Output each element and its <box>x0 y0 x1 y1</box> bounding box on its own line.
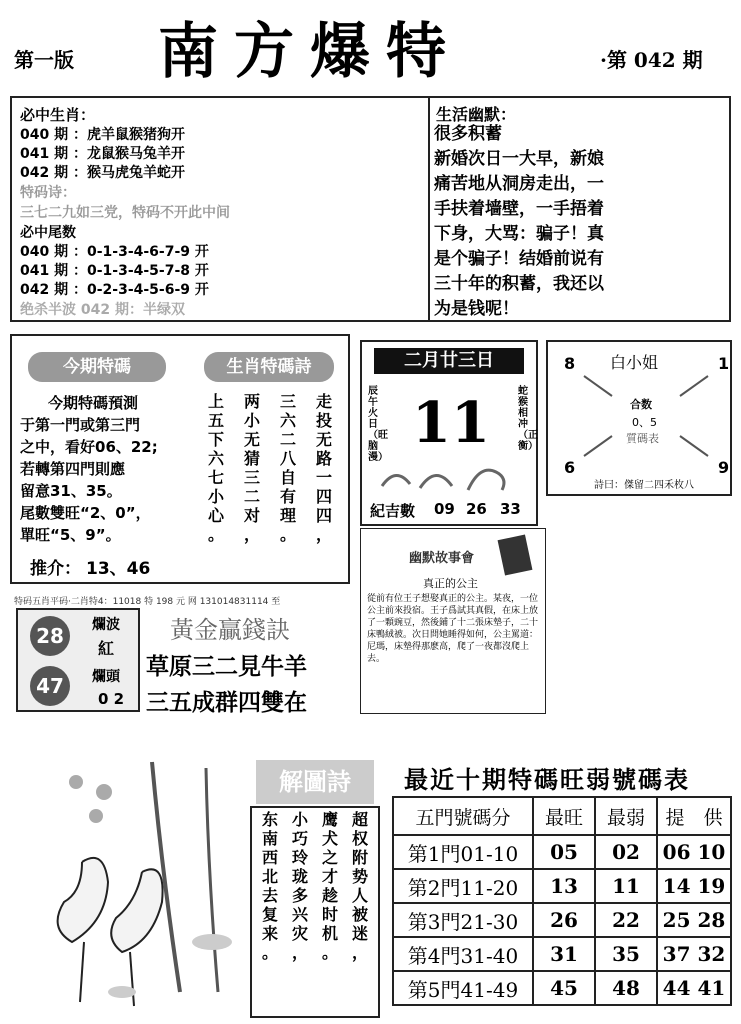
min-cell: 11 <box>595 869 657 903</box>
jietu-title: 解圖詩 <box>256 760 374 804</box>
offer-cell: 14 19 <box>657 869 731 903</box>
min-cell: 35 <box>595 937 657 971</box>
table-header: 五門號碼分 <box>393 797 533 835</box>
max-cell: 05 <box>533 835 595 869</box>
book-icon <box>498 534 533 575</box>
table-header: 最弱 <box>595 797 657 835</box>
gold-ball-1: 28 <box>30 616 70 656</box>
poem-heading: 特码诗： <box>20 185 76 201</box>
gate-cell: 第3門21-30 <box>393 903 533 937</box>
tuijie-label: 推介： <box>30 559 81 579</box>
offer-cell: 25 28 <box>657 903 731 937</box>
joke-line: 很多积蓄 <box>434 124 502 144</box>
poem-column: 两 小 无 猜 三 二 对 ， <box>244 392 261 544</box>
lucky-number: 26 <box>466 500 487 518</box>
gold-ball-2: 47 <box>30 666 70 706</box>
joke-line: 手扶着墙壁，一手捂着 <box>434 199 604 219</box>
offer-cell: 44 41 <box>657 971 731 1005</box>
tema-line: 于第一門或第三門 <box>20 416 141 434</box>
calendar-left-note: 辰午火日（旺脑漫） <box>368 386 388 463</box>
gold-title: 黃金贏錢訣 <box>170 616 290 644</box>
xiaojie-panel <box>546 340 732 496</box>
max-cell: 45 <box>533 971 595 1005</box>
jietu-poem-area <box>250 806 380 1018</box>
story-panel <box>360 528 546 714</box>
table-row <box>393 869 731 903</box>
story-title: 幽默故事會 <box>409 551 475 566</box>
poem-column: 小 巧 玲 珑 多 兴 灾 ， <box>292 810 309 962</box>
numbers-table <box>392 796 732 1006</box>
lucky-number: 33 <box>500 500 521 518</box>
table-header: 提 供 <box>657 797 731 835</box>
gold-value-1: 紅 <box>98 639 115 658</box>
heshu-value: 0、5 <box>632 416 657 429</box>
table-row <box>393 835 731 869</box>
table-row <box>393 937 731 971</box>
story-subtitle: 真正的公主 <box>423 577 478 590</box>
page-title: 南方爆特 <box>158 17 462 87</box>
shengxiao-poem-area <box>196 392 346 582</box>
story-text: 從前有位王子想娶真正的公主。某夜，一位公主前來投宿。王子爲試其真假，在床上放了一顆豌豆，然後鋪了十二張床墊子，二十床鴨絨被。次日問她睡得如何，公主罵道：尼瑪，床墊得那麽高，爬了一夜都沒爬上去。 <box>367 594 539 664</box>
tail-line: 041 期 ：0-1-3-4-5-7-8 开 <box>20 263 209 279</box>
predict-panel <box>10 96 430 322</box>
tema-panel <box>10 334 350 584</box>
zodiac-line: 041 期 ：龙鼠猴马兔羊开 <box>20 146 185 162</box>
joke-heading: 生活幽默： <box>436 105 517 124</box>
min-cell: 22 <box>595 903 657 937</box>
cranes-illustration <box>12 752 248 1018</box>
calendar-date: 二月廿三日 <box>374 348 524 374</box>
calendar-panel <box>360 340 538 526</box>
joke-line: 为是钱呢！ <box>434 299 519 319</box>
gold-strip: 特码五肖平码·二肖特4：11018 特 198 元 网 131014831114 至 <box>14 597 281 607</box>
table-row <box>393 903 731 937</box>
gold-label-1: 爛波 <box>92 617 120 633</box>
max-cell: 26 <box>533 903 595 937</box>
zodiac-line: 040 期 ：虎羊鼠猴猪狗开 <box>20 127 185 143</box>
tema-text <box>20 392 192 546</box>
lucky-number: 09 <box>434 500 455 518</box>
tema-line: 留意31、35。 <box>20 482 122 500</box>
joke-text <box>434 122 726 322</box>
min-cell: 02 <box>595 835 657 869</box>
corner-number: 8 <box>564 354 576 373</box>
shengxiao-tab: 生肖特碼詩 <box>204 352 334 382</box>
poem-column: 三 六 二 八 自 有 理 。 <box>280 392 297 544</box>
gate-cell: 第2門11-20 <box>393 869 533 903</box>
joke-line: 新婚次日一大早，新娘 <box>434 149 604 169</box>
table-title: 最近十期特碼旺弱號碼表 <box>404 765 690 794</box>
gold-ball-panel <box>16 608 140 712</box>
joke-line: 三十年的积蓄，我还以 <box>434 274 604 294</box>
poem-column: 走 投 无 路 一 四 四 ， <box>316 392 333 544</box>
calendar-right-note: 蛇猴相冲（正衡） <box>518 386 538 452</box>
tail-line: 040 期 ：0-1-3-4-6-7-9 开 <box>20 244 209 260</box>
heshu-label: 合数 <box>630 398 652 411</box>
gate-cell: 第1門01-10 <box>393 835 533 869</box>
joke-line: 是个骗子！结婚前说有 <box>434 249 604 269</box>
poem-column: 东 南 西 北 去 复 来 。 <box>262 810 279 962</box>
gate-cell: 第5門41-49 <box>393 971 533 1005</box>
tema-line: 單旺“5、9”。 <box>20 526 121 544</box>
table-header-row <box>393 797 731 835</box>
offer-cell: 06 10 <box>657 835 731 869</box>
corner-number: 6 <box>564 458 576 477</box>
tema-tab: 今期特碼 <box>28 352 166 382</box>
zodiac-animals-icon <box>376 460 526 494</box>
edition-label: 第一版 <box>14 48 74 72</box>
tema-line: 若轉第四門則應 <box>20 460 126 478</box>
joke-line: 痛苦地从洞房走出，一 <box>434 174 604 194</box>
poem-line: 三七二九如三党，特码不开此中间 <box>20 205 230 221</box>
joke-panel <box>430 96 731 322</box>
zodiac-line: 042 期 ：猴马虎兔羊蛇开 <box>20 165 185 181</box>
heshu-note: 質碼表 <box>626 432 659 445</box>
gold-value-2: 0 2 <box>98 690 125 708</box>
joke-line: 下身，大骂：骗子！真 <box>434 224 604 244</box>
table-row <box>393 971 731 1005</box>
max-cell: 31 <box>533 937 595 971</box>
gold-line-1: 草原三二見牛羊 <box>146 654 307 680</box>
predict-heading: 必中生肖： <box>20 106 96 124</box>
issue-number: ·第 042 期 <box>600 48 703 72</box>
corner-number: 9 <box>718 458 730 477</box>
lucky-label: 紀吉數 <box>370 502 416 520</box>
tuijie-value: 13、46 <box>86 559 151 579</box>
tema-line: 今期特碼預測 <box>48 394 139 412</box>
gold-line-2: 三五成群四雙在 <box>146 690 307 716</box>
poem-column: 鹰 犬 之 才 趁 时 机 。 <box>322 810 339 962</box>
tail-heading: 必中尾数 <box>20 225 76 241</box>
poem-column: 上 五 下 六 七 小 心 。 <box>208 392 225 544</box>
poem-column: 超 权 附 势 人 被 迷 ， <box>352 810 369 962</box>
xiaojie-title: 白小姐 <box>610 353 659 372</box>
wave-line: 绝杀半波 042 期：半绿双 <box>20 302 185 318</box>
gold-label-2: 爛頭 <box>92 669 120 685</box>
calendar-big-number: 11 <box>412 390 490 456</box>
corner-number: 1 <box>718 354 730 373</box>
gate-cell: 第4門31-40 <box>393 937 533 971</box>
max-cell: 13 <box>533 869 595 903</box>
tema-line: 尾數雙旺“2、0”， <box>20 504 151 522</box>
xiaojie-poem: 詩曰：傑留二四禾枚八 <box>594 480 694 491</box>
tail-line: 042 期 ：0-2-3-4-5-6-9 开 <box>20 282 209 298</box>
tema-line: 之中，看好06、22; <box>20 438 158 456</box>
min-cell: 48 <box>595 971 657 1005</box>
table-header: 最旺 <box>533 797 595 835</box>
offer-cell: 37 32 <box>657 937 731 971</box>
